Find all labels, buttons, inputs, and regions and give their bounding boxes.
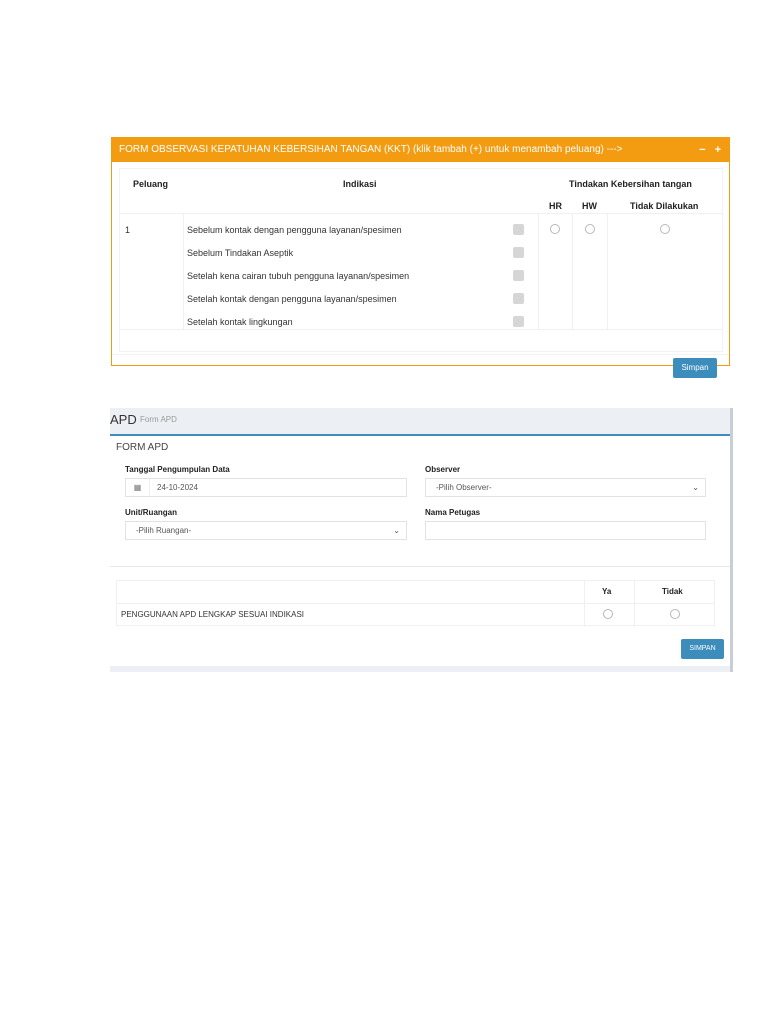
kkt-panel-body (112, 162, 729, 372)
kkt-panel-title: FORM OBSERVASI KEPATUHAN KEBERSIHAN TANGAN (KKT) (klik tambah (+) untuk menambah peluang) ---> (119, 144, 623, 155)
col-header-tindakan: Tindakan Kebersihan tangan (569, 179, 692, 189)
form-title: FORM APD (116, 442, 169, 453)
apd-form-panel (110, 408, 733, 672)
page-title: APD (110, 412, 137, 427)
indication-label: Setelah kontak dengan pengguna layanan/spesimen (187, 294, 397, 304)
section-divider (110, 566, 730, 567)
tanggal-value: 24-10-2024 (157, 483, 198, 492)
tanggal-input[interactable] (125, 478, 407, 497)
chevron-down-icon: ⌄ (393, 526, 400, 535)
column-divider (607, 213, 608, 329)
panel-bottom-border (110, 666, 730, 672)
kkt-form-panel (111, 137, 730, 372)
kkt-panel-header (112, 138, 729, 162)
observer-label: Observer (425, 465, 461, 474)
kkt-table (119, 168, 723, 352)
simpan-button[interactable]: Simpan (673, 358, 717, 378)
indication-checkbox[interactable] (513, 293, 524, 304)
indication-checkbox[interactable] (513, 270, 524, 281)
col-header-hw: HW (582, 201, 597, 211)
observer-select[interactable] (425, 478, 706, 497)
panel-tools (693, 138, 721, 162)
unit-selected-value: -Pilih Ruangan- (136, 526, 192, 535)
petugas-label: Nama Petugas (425, 508, 481, 517)
tanggal-label: Tanggal Pengumpulan Data (125, 465, 230, 474)
calendar-icon: ▦ (126, 479, 150, 496)
column-divider (538, 213, 539, 329)
indication-label: Sebelum kontak dengan pengguna layanan/spesimen (187, 225, 402, 235)
tidak-radio[interactable] (670, 609, 680, 619)
col-header-indikasi: Indikasi (343, 179, 377, 189)
hr-radio[interactable] (550, 224, 560, 234)
petugas-input[interactable] (425, 521, 706, 540)
tidak-dilakukan-radio[interactable] (660, 224, 670, 234)
indication-label: Setelah kena cairan tubuh pengguna layanan/spesimen (187, 271, 410, 281)
column-divider (584, 581, 585, 627)
col-header-hr: HR (549, 201, 562, 211)
col-header-tidak-dilakukan: Tidak Dilakukan (630, 201, 699, 211)
col-header-ya: Ya (602, 587, 612, 596)
apd-question: PENGGUNAAN APD LENGKAP SESUAI INDIKASI (121, 610, 305, 619)
hw-radio[interactable] (585, 224, 595, 234)
chevron-down-icon: ⌄ (692, 483, 699, 492)
panel-footer-divider (112, 354, 729, 355)
table-bottom-line (120, 329, 722, 330)
column-divider (183, 213, 184, 329)
indication-checkbox[interactable] (513, 224, 524, 235)
column-divider (634, 581, 635, 627)
header-divider (120, 213, 722, 214)
unit-label: Unit/Ruangan (125, 508, 177, 517)
col-header-peluang: Peluang (133, 179, 169, 189)
peluang-number: 1 (125, 225, 131, 235)
indication-label: Sebelum Tindakan Aseptik (187, 248, 294, 258)
table-row-divider (117, 603, 714, 604)
page-subtitle: Form APD (140, 415, 177, 424)
indication-checkbox[interactable] (513, 247, 524, 258)
add-opportunity-icon[interactable]: + (714, 144, 721, 156)
collapse-icon[interactable]: − (699, 144, 706, 156)
observer-selected-value: -Pilih Observer- (436, 483, 492, 492)
indication-checkbox[interactable] (513, 316, 524, 327)
indication-label: Setelah kontak lingkungan (187, 317, 293, 327)
unit-select[interactable] (125, 521, 407, 540)
ya-radio[interactable] (603, 609, 613, 619)
simpan-apd-button[interactable]: SIMPAN (681, 639, 724, 659)
apd-question-table (116, 580, 715, 626)
apd-panel-header (110, 408, 733, 436)
column-divider (572, 213, 573, 329)
col-header-tidak: Tidak (662, 587, 683, 596)
scrollbar[interactable] (730, 408, 733, 672)
